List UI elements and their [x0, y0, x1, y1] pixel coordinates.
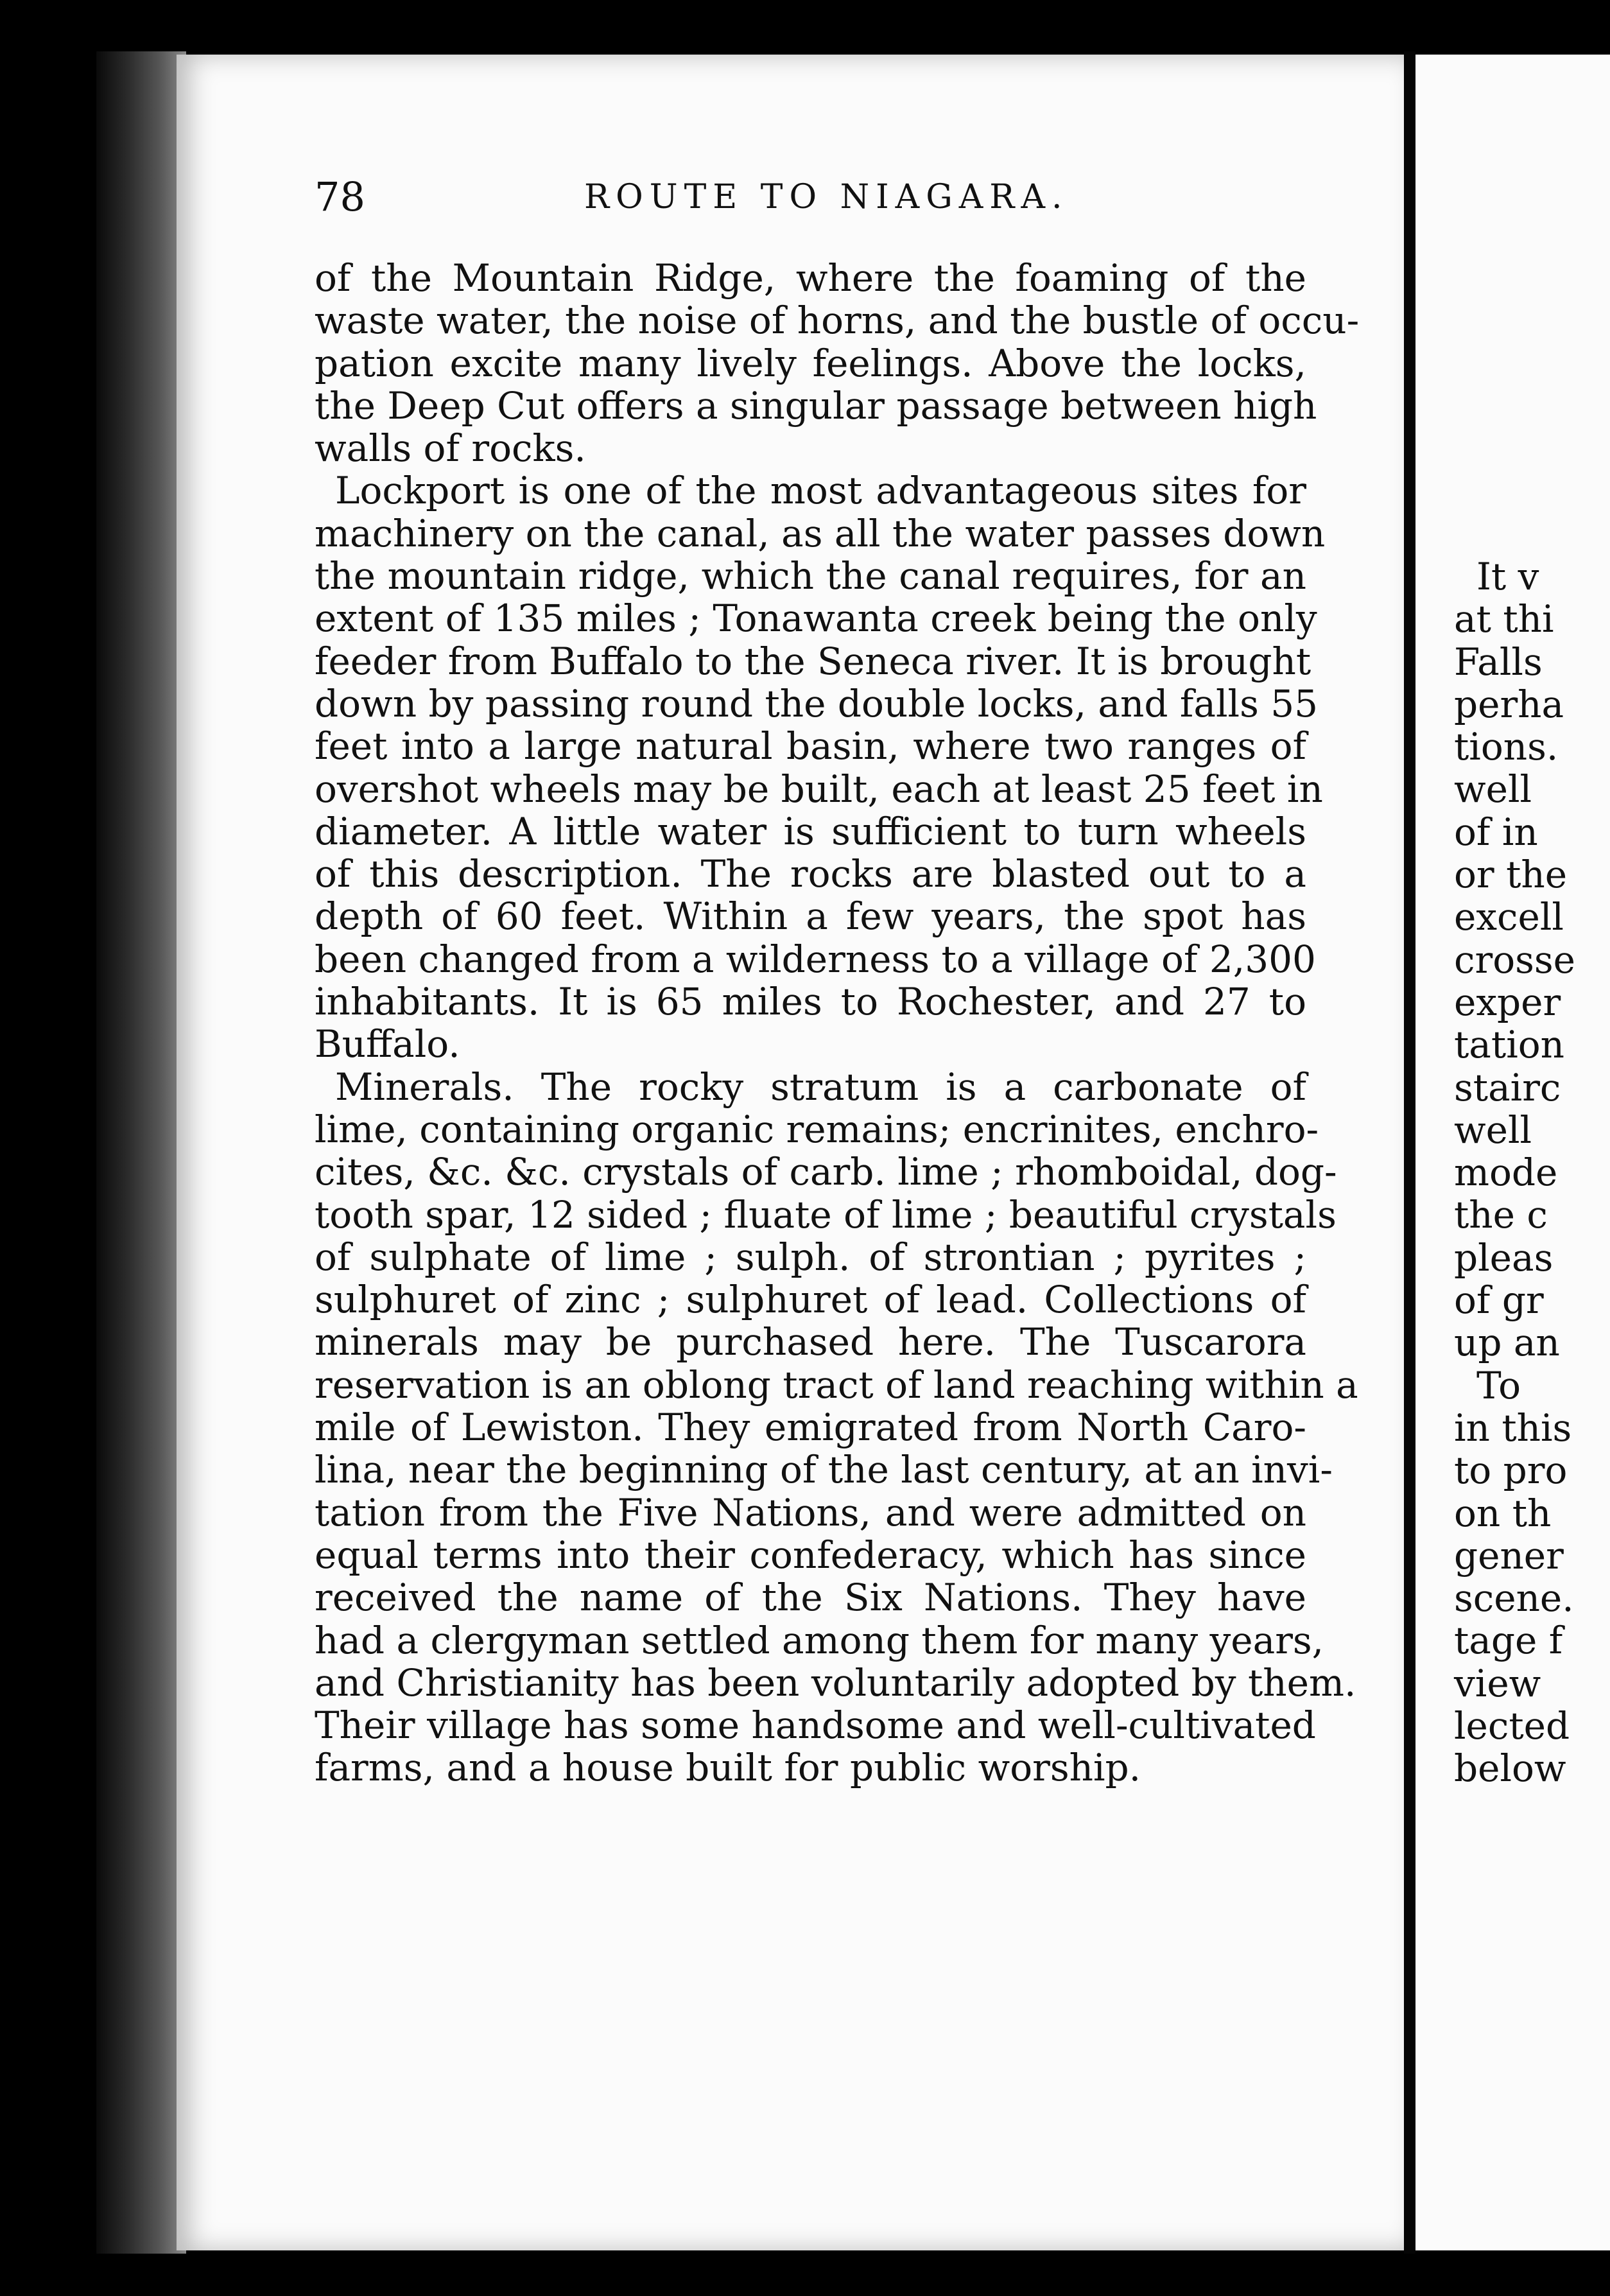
text-line: extent of 135 miles ; Tonawanta creek being the only — [315, 596, 1317, 641]
text-line: tation from the Five Nations, and were admitted on — [315, 1490, 1306, 1535]
right-page-text — [1415, 555, 1610, 1790]
right-line: gener — [1454, 1533, 1564, 1578]
running-head: ROUTE TO NIAGARA. — [584, 178, 1069, 216]
right-line: stairc — [1454, 1065, 1561, 1109]
text-line: equal terms into their confederacy, which has since — [315, 1533, 1306, 1577]
book-spine-shadow — [96, 51, 186, 2254]
text-line: minerals may be purchased here. The Tuscarora — [315, 1320, 1306, 1364]
right-line: of gr — [1454, 1278, 1544, 1323]
text-line: Minerals. The rocky stratum is a carbonate of — [335, 1065, 1306, 1109]
right-line: tions. — [1454, 725, 1559, 769]
right-line: on th — [1454, 1491, 1552, 1535]
page-header — [315, 168, 1316, 226]
page-gutter — [1404, 51, 1415, 2254]
text-line: waste water, the noise of horns, and the bustle of occu- — [315, 299, 1360, 343]
right-line: exper — [1454, 980, 1561, 1024]
right-line: excell — [1454, 895, 1564, 939]
text-line: feeder from Buffalo to the Seneca river. It is brought — [315, 639, 1311, 683]
right-line: scene. — [1454, 1576, 1574, 1621]
right-line: of in — [1454, 810, 1538, 854]
text-line: farms, and a house built for public worship. — [315, 1746, 1141, 1790]
text-line: the Deep Cut offers a singular passage between high — [315, 383, 1317, 428]
text-line: down by passing round the double locks, and falls 55 — [315, 681, 1319, 726]
right-line: well — [1454, 767, 1532, 812]
text-line: the mountain ridge, which the canal requires, for an — [315, 554, 1306, 598]
text-line: had a clergyman settled among them for many years, — [315, 1618, 1324, 1662]
right-page-partial — [1415, 55, 1610, 2250]
body-text — [315, 256, 1360, 1790]
right-line: or the — [1454, 853, 1568, 897]
right-line: the c — [1454, 1193, 1548, 1237]
text-line: tooth spar, 12 sided ; fluate of lime ; beautiful crystals — [315, 1192, 1337, 1237]
text-line: Buffalo. — [315, 1022, 460, 1066]
right-line: well — [1454, 1108, 1532, 1152]
text-line: lime, containing organic remains; encrinites, enchro- — [315, 1107, 1319, 1151]
text-line: of the Mountain Ridge, where the foaming of the — [315, 256, 1306, 300]
text-line: cites, &c. &c. crystals of carb. lime ; rhomboidal, dog- — [315, 1150, 1337, 1194]
right-line: It v — [1476, 555, 1539, 598]
right-line: mode — [1454, 1151, 1558, 1195]
right-line: perha — [1454, 682, 1564, 726]
text-line: depth of 60 feet. Within a few years, the spot has — [315, 894, 1306, 939]
text-line: lina, near the beginning of the last century, at an invi- — [315, 1448, 1333, 1492]
text-line: feet into a large natural basin, where two ranges of — [315, 724, 1306, 769]
text-line: overshot wheels may be built, each at least 25 feet in — [315, 767, 1323, 811]
right-line: tage f — [1454, 1619, 1563, 1663]
text-line: of sulphate of lime ; sulph. of strontian ; pyrites ; — [315, 1235, 1306, 1279]
right-line: To — [1476, 1363, 1521, 1407]
right-line: view — [1454, 1661, 1541, 1705]
right-line: pleas — [1454, 1235, 1554, 1280]
text-line: inhabitants. It is 65 miles to Rochester, and 27 to — [315, 980, 1306, 1024]
right-line: in this — [1454, 1405, 1572, 1450]
text-line: pation excite many lively feelings. Above the locks, — [315, 341, 1306, 385]
right-line: up an — [1454, 1321, 1560, 1365]
text-line: machinery on the canal, as all the water passes down — [315, 511, 1326, 555]
right-line: lected — [1454, 1704, 1570, 1748]
text-line: mile of Lewiston. They emigrated from North Caro- — [315, 1405, 1306, 1450]
text-line: sulphuret of zinc ; sulphuret of lead. Collections of — [315, 1278, 1306, 1322]
text-line: walls of rocks. — [315, 426, 586, 471]
right-line: Falls — [1454, 639, 1543, 684]
right-line: at thi — [1454, 597, 1554, 641]
right-line: crosse — [1454, 937, 1575, 982]
page-number: 78 — [315, 173, 365, 220]
text-line: received the name of the Six Nations. They have — [315, 1576, 1306, 1620]
text-line: Their village has some handsome and well-cultivated — [315, 1703, 1316, 1748]
text-line: of this description. The rocks are blasted out to a — [315, 852, 1306, 896]
right-line: to pro — [1454, 1448, 1568, 1493]
text-line: and Christianity has been voluntarily adopted by them. — [315, 1660, 1356, 1705]
text-line: reservation is an oblong tract of land reaching within a — [315, 1362, 1358, 1407]
text-line: been changed from a wilderness to a village of 2,300 — [315, 937, 1316, 981]
text-line: diameter. A little water is sufficient to turn wheels — [315, 809, 1306, 853]
text-line: Lockport is one of the most advantageous sites for — [335, 469, 1306, 513]
right-line: below — [1454, 1746, 1566, 1791]
right-line: tation — [1454, 1023, 1565, 1067]
